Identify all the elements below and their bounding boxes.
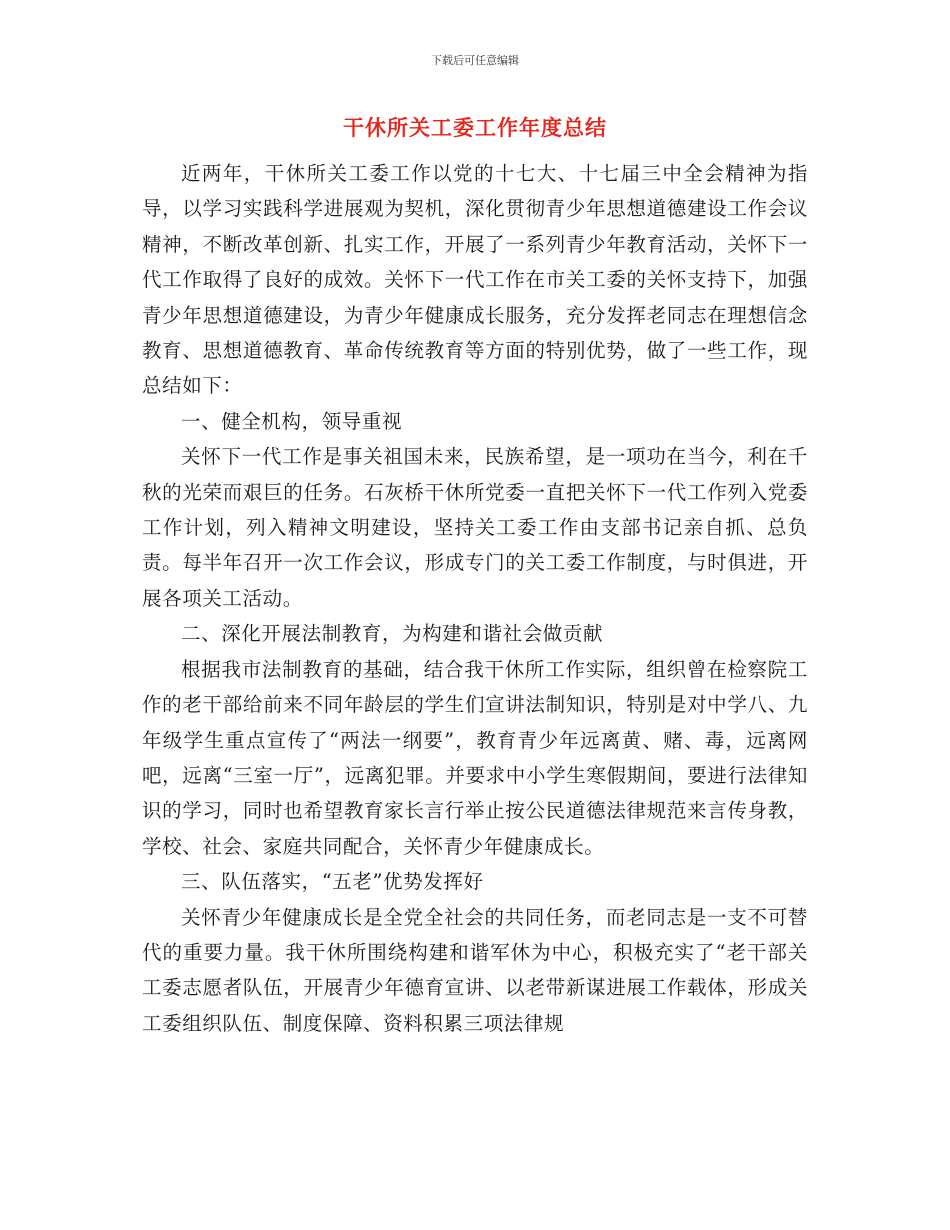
body-paragraph: 关怀下一代工作是事关祖国未来，民族希望，是一项功在当今，利在千秋的光荣而艰巨的任务。石灰桥干休所党委一直把关怀下一代工作列入党委工作计划，列入精神文明建设，坚持关工委工作由支部书记亲自抓、总负责。每半年召开一次工作会议，形成专门的关工委工作制度，与时俱进，开展各项关工活动。	[142, 445, 808, 610]
header-note: 下载后可任意编辑	[431, 54, 519, 67]
document-title: 干休所关工委工作年度总结	[343, 116, 607, 140]
body-paragraph: 根据我市法制教育的基础，结合我干休所工作实际，组织曾在检察院工作的老干部给前来不同年龄层的学生们宣讲法制知识，特别是对中学八、九年级学生重点宣传了“两法一纲要”，教育青少年远离黄、赌、毒，远离网吧，远离“三室一厅”，远离犯罪。并要求中小学生寒假期间，要进行法律知识的学习，同时也希望教育家长言行举止按公民道德法律规范来言传身教，学校、社会、家庭共同配合，关怀青少年健康成长。	[142, 657, 808, 858]
section-heading: 三、队伍落实，“五老”优势发挥好	[181, 870, 484, 894]
section-heading: 一、健全机构，领导重视	[181, 409, 403, 433]
section-heading: 二、深化开展法制教育，为构建和谐社会做贡献	[181, 622, 604, 646]
document-body	[142, 156, 808, 1041]
body-paragraph: 关怀青少年健康成长是全党全社会的共同任务，而老同志是一支不可替代的重要力量。我干休所围绕构建和谐军休为中心，积极充实了“老干部关工委志愿者队伍，开展青少年德育宣讲、以老带新谋进展工作载体，形成关工委组织队伍、制度保障、资料积累三项法律规	[142, 905, 808, 1035]
body-paragraph: 近两年，干休所关工委工作以党的十七大、十七届三中全会精神为指导，以学习实践科学进展观为契机，深化贯彻青少年思想道德建设工作会议精神，不断改革创新、扎实工作，开展了一系列青少年教育活动，关怀下一代工作取得了良好的成效。关怀下一代工作在市关工委的关怀支持下，加强青少年思想道德建设，为青少年健康成长服务，充分发挥老同志在理想信念教育、思想道德教育、革命传统教育等方面的特别优势，做了一些工作，现总结如下：	[142, 162, 808, 398]
